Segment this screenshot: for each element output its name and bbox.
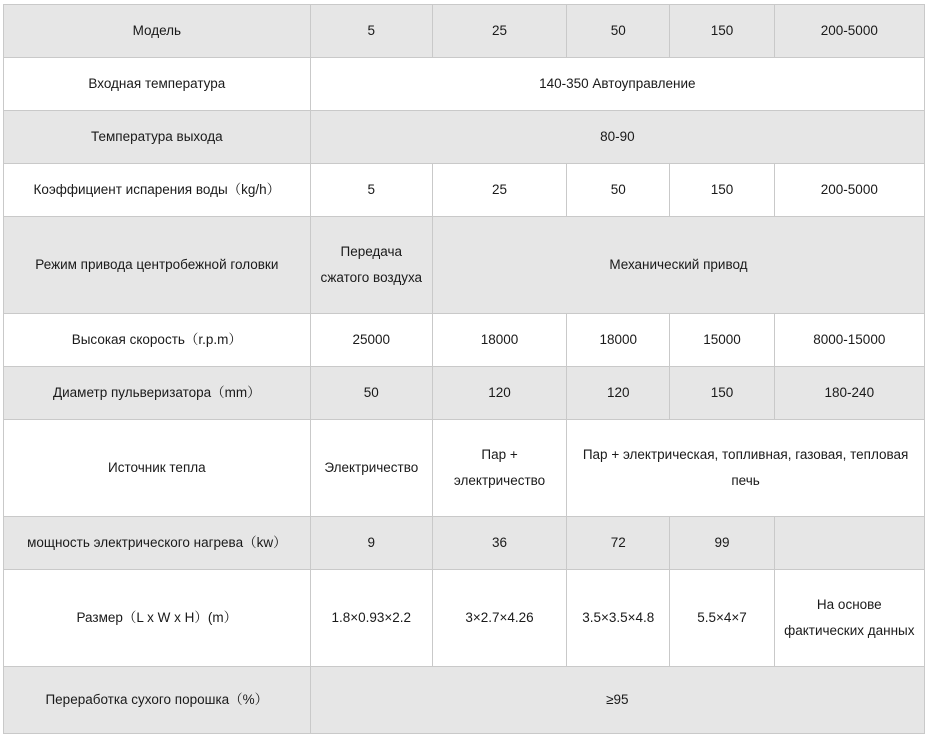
table-row (4, 164, 925, 217)
table-row (4, 420, 925, 517)
table-row (4, 367, 925, 420)
table-cell: 150 (670, 164, 774, 217)
table-row (4, 570, 925, 667)
specification-table (3, 4, 925, 734)
table-row (4, 111, 925, 164)
table-row (4, 517, 925, 570)
table-cell: 150 (670, 367, 774, 420)
table-row (4, 5, 925, 58)
table-cell: Механический привод (432, 217, 924, 314)
table-row-label: Входная температура (4, 58, 311, 111)
table-row-label: Режим привода центробежной головки (4, 217, 311, 314)
table-cell: 5 (310, 164, 432, 217)
table-cell: 18000 (432, 314, 566, 367)
table-cell: 120 (432, 367, 566, 420)
table-cell (774, 517, 924, 570)
table-cell: Пар + электричество (432, 420, 566, 517)
table-row (4, 58, 925, 111)
table-cell: 180-240 (774, 367, 924, 420)
table-row-label: Коэффициент испарения воды（kg/h） (4, 164, 311, 217)
table-row (4, 667, 925, 734)
table-cell: 3.5×3.5×4.8 (567, 570, 670, 667)
table-cell: Электричество (310, 420, 432, 517)
table-cell: ≥95 (310, 667, 924, 734)
table-row-label: Переработка сухого порошка（%） (4, 667, 311, 734)
table-cell: 15000 (670, 314, 774, 367)
table-cell: 25 (432, 164, 566, 217)
table-cell: 99 (670, 517, 774, 570)
table-cell: 8000-15000 (774, 314, 924, 367)
table-cell: 50 (567, 5, 670, 58)
table-row-label: Размер（L x W x H）(m） (4, 570, 311, 667)
table-cell: 9 (310, 517, 432, 570)
table-cell: 200-5000 (774, 5, 924, 58)
table-cell: 3×2.7×4.26 (432, 570, 566, 667)
table-cell: 150 (670, 5, 774, 58)
table-cell: Пар + электрическая, топливная, газовая, тепловая печь (567, 420, 925, 517)
table-row (4, 217, 925, 314)
table-body (4, 5, 925, 734)
table-row-label: Высокая скорость（r.p.m） (4, 314, 311, 367)
table-cell: 36 (432, 517, 566, 570)
table-cell: 80-90 (310, 111, 924, 164)
table-cell: 50 (310, 367, 432, 420)
table-row (4, 314, 925, 367)
table-cell: 72 (567, 517, 670, 570)
table-cell: На основе фактических данных (774, 570, 924, 667)
table-row-label: Температура выхода (4, 111, 311, 164)
table-row-label: мощность электрического нагрева（kw） (4, 517, 311, 570)
table-cell: 5 (310, 5, 432, 58)
table-cell: 25000 (310, 314, 432, 367)
table-cell: Передача сжатого воздуха (310, 217, 432, 314)
table-cell: 50 (567, 164, 670, 217)
table-cell: 18000 (567, 314, 670, 367)
table-row-label: Диаметр пульверизатора（mm） (4, 367, 311, 420)
table-cell: 25 (432, 5, 566, 58)
table-cell: 1.8×0.93×2.2 (310, 570, 432, 667)
table-cell: 5.5×4×7 (670, 570, 774, 667)
table-cell: 200-5000 (774, 164, 924, 217)
table-row-label: Модель (4, 5, 311, 58)
table-cell: 120 (567, 367, 670, 420)
table-row-label: Источник тепла (4, 420, 311, 517)
table-cell: 140-350 Автоуправление (310, 58, 924, 111)
